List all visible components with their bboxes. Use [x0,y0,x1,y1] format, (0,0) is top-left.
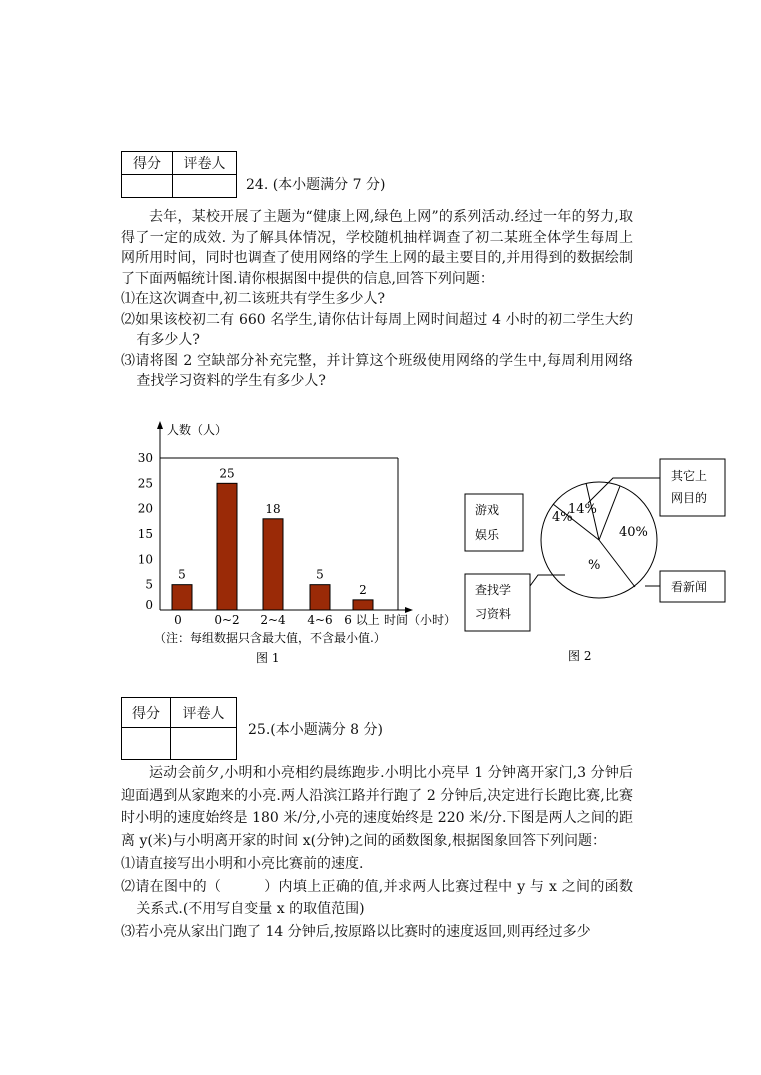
figure-1-note: （注：每组数据只含最大值，不含最小值.） [154,631,386,645]
slice-label-blank: % [588,558,601,573]
question-24-item-3: ⑶请将图 2 空缺部分补充完整，并计算这个班级使用网络的学生中,每周利用网络查找学习资料的学生有多少人? [121,352,633,389]
label-study-line-1: 查找学 [475,583,512,597]
y-tick-label: 30 [137,451,153,465]
grader-header: 评卷人 [171,698,237,728]
figure-2-pie-chart [460,448,735,668]
origin-label: 0 [174,613,182,627]
score-cell [122,175,173,198]
question-25-title: 25.(本小题满分 8 分) [248,722,383,738]
bar-data-label: 5 [316,567,324,582]
question-24-item-1: ⑴在这次调查中,初二该班共有学生多少人? [121,291,385,307]
x-tick-label: 6 以上 [344,613,380,627]
y-tick-label: 5 [145,577,153,592]
label-study-line-2: 习资料 [475,607,512,621]
y-tick-label: 10 [137,552,153,567]
y-tick-label: 25 [137,476,153,491]
bar-data-label: 18 [265,501,281,516]
label-game-line-1: 游戏 [475,503,500,517]
grader-cell [173,175,237,198]
label-news: 看新闻 [671,580,708,594]
bars [172,466,373,610]
slice-label-4: 4% [552,510,573,525]
question-25-item-3: ⑶若小亮从家出门跑了 14 分钟后,按原路以比赛时的速度返回,则再经过多少 [121,923,591,940]
y-axis-arrow-icon [157,421,163,429]
label-other-line-2: 网目的 [671,491,708,505]
y-tick-labels [138,451,153,612]
figure-1-bar-chart [130,418,470,668]
slice-label-40: 40% [619,525,648,540]
connector-study [530,575,565,586]
y-tick-label: 0 [145,598,153,612]
label-box-other [660,459,725,516]
y-axis-label: 人数（人） [167,423,228,437]
score-header: 得分 [122,698,171,728]
score-table-q25 [121,697,237,760]
question-25-intro: 运动会前夕,小明和小亮相约晨练跑步.小明比小亮早 1 分钟离开家门,3 分钟后迎面遇到从家跑来的小亮.两人沿滨江路并行跑了 2 分钟后,决定进行长跑比赛,比赛时小明的速度始终是 180 米/分,小亮的速度始终是 220 米/分.下图是两人之间的距离 y(米)与小明离开家的时间 x(分钟)之间的函数图象,根据图象回答下列问题： [121,765,633,850]
bar [353,600,373,610]
score-cell [122,728,171,760]
figure-2-caption: 图 2 [568,649,592,663]
bar-data-label: 2 [359,582,367,597]
pie-slice-edge-bottom-right [599,540,635,587]
question-24-title: 24. (本小题满分 7 分) [246,177,386,193]
label-game-line-2: 娱乐 [475,528,500,542]
grader-cell [171,728,237,760]
pie-slice-edge-upper-right [599,486,620,540]
bar [172,585,192,610]
question-25-item-1: ⑴请直接写出小明和小亮比赛前的速度. [121,855,364,872]
y-tick-label: 20 [137,501,153,516]
x-tick-label: 0~2 [214,613,240,627]
x-tick-label: 4~6 [307,613,333,627]
bar [310,585,330,610]
question-24-text [121,207,633,392]
bar-data-label: 25 [219,466,235,481]
slice-label-14: 14% [568,502,597,517]
x-tick-labels [214,612,379,627]
question-25-text [121,762,633,944]
score-table-q24 [121,151,237,198]
label-other-line-1: 其它上 [671,469,708,483]
figure-1-caption: 图 1 [256,651,280,665]
bar [217,483,237,610]
x-axis-label: 时间（小时） [384,613,457,627]
bar-data-label: 5 [178,567,186,582]
bar [263,519,283,610]
question-24-intro: 去年，某校开展了主题为“健康上网,绿色上网”的系列活动.经过一年的努力,取得了一定的成效. 为了解具体情况，学校随机抽样调查了初二某班全体学生每周上网所用时间，同时也调查了使用网络的学生上网的最主要目的,并用得到的数据绘制了下面两幅统计图.请你根据图中提供的信息,回答下列问题： [121,209,633,287]
question-24-item-2: ⑵如果该校初二有 660 名学生,请你估计每周上网时间超过 4 小时的初二学生大约有多少人? [121,311,633,348]
grader-header: 评卷人 [173,152,237,175]
x-tick-label: 2~4 [260,613,286,627]
y-tick-label: 15 [137,527,153,541]
question-25-item-2: ⑵请在图中的（ ）内填上正确的值,并求两人比赛过程中 y 与 x 之间的函数关系式.(不用写自变量 x 的取值范围) [121,878,633,918]
score-header: 得分 [122,152,173,175]
